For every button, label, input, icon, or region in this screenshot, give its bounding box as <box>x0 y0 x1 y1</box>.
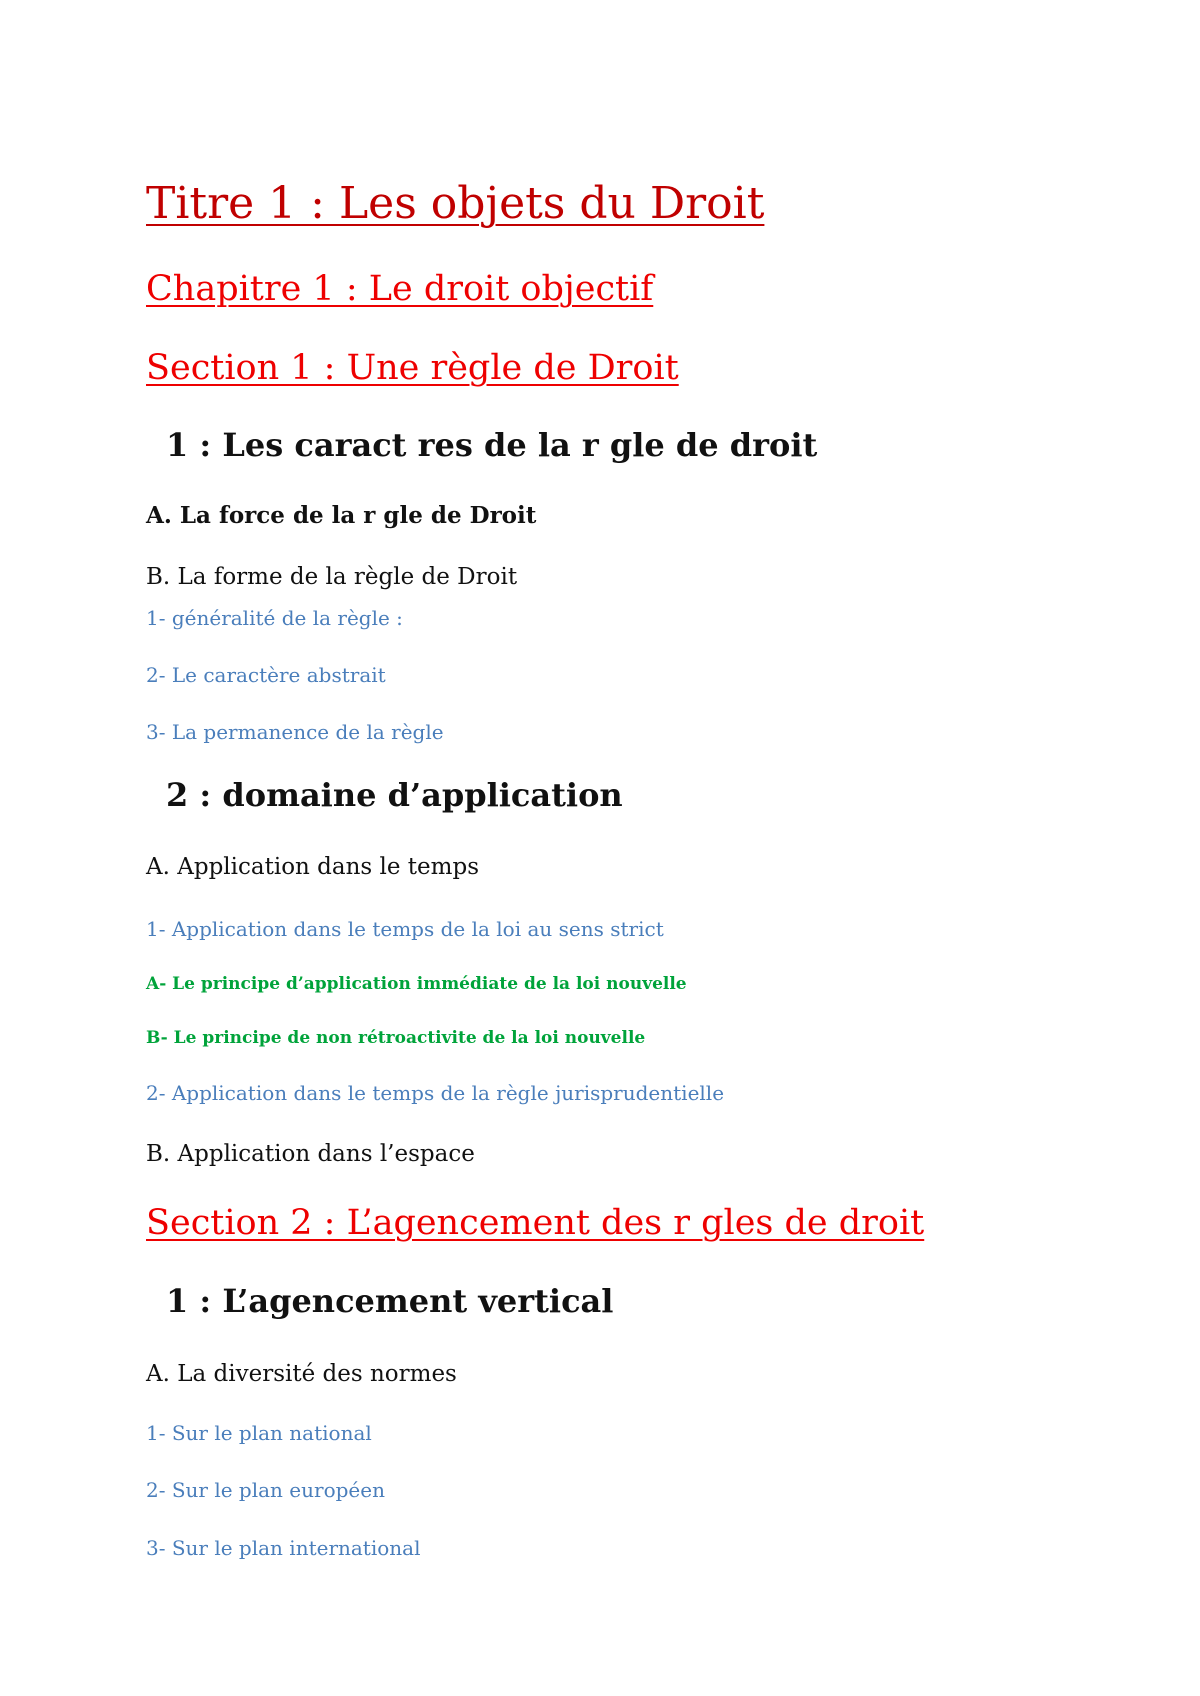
list-item: 3- La permanence de la règle <box>146 720 444 744</box>
list-item: 3- Sur le plan international <box>146 1536 421 1560</box>
subsection-heading: 1 : Les caract res de la r gle de droit <box>166 426 818 464</box>
chapter-heading: Chapitre 1 : Le droit objectif <box>146 269 654 309</box>
paragraph-heading: A. Application dans le temps <box>146 854 479 880</box>
title-heading: Titre 1 : Les objets du Droit <box>146 178 765 229</box>
section-heading: Section 2 : L’agencement des r gles de droit <box>146 1203 925 1243</box>
subsection-heading: 2 : domaine d’application <box>166 776 623 814</box>
paragraph-heading: B. La forme de la règle de Droit <box>146 564 518 590</box>
list-item: 1- généralité de la règle : <box>146 606 403 630</box>
list-item: 2- Le caractère abstrait <box>146 663 386 687</box>
sub-list-item: B- Le principe de non rétroactivite de la loi nouvelle <box>146 1028 646 1048</box>
paragraph-heading: B. Application dans l’espace <box>146 1141 475 1167</box>
list-item: 2- Application dans le temps de la règle jurisprudentielle <box>146 1081 725 1105</box>
sub-list-item: A- Le principe d’application immédiate de la loi nouvelle <box>146 974 687 994</box>
list-item: 1- Sur le plan national <box>146 1421 372 1445</box>
list-item: 1- Application dans le temps de la loi au sens strict <box>146 917 664 941</box>
list-item: 2- Sur le plan européen <box>146 1478 385 1502</box>
paragraph-heading: A. La diversité des normes <box>146 1361 457 1387</box>
section-heading: Section 1 : Une règle de Droit <box>146 348 679 388</box>
subsection-heading: 1 : L’agencement vertical <box>166 1282 614 1320</box>
paragraph-heading: A. La force de la r gle de Droit <box>146 502 537 529</box>
